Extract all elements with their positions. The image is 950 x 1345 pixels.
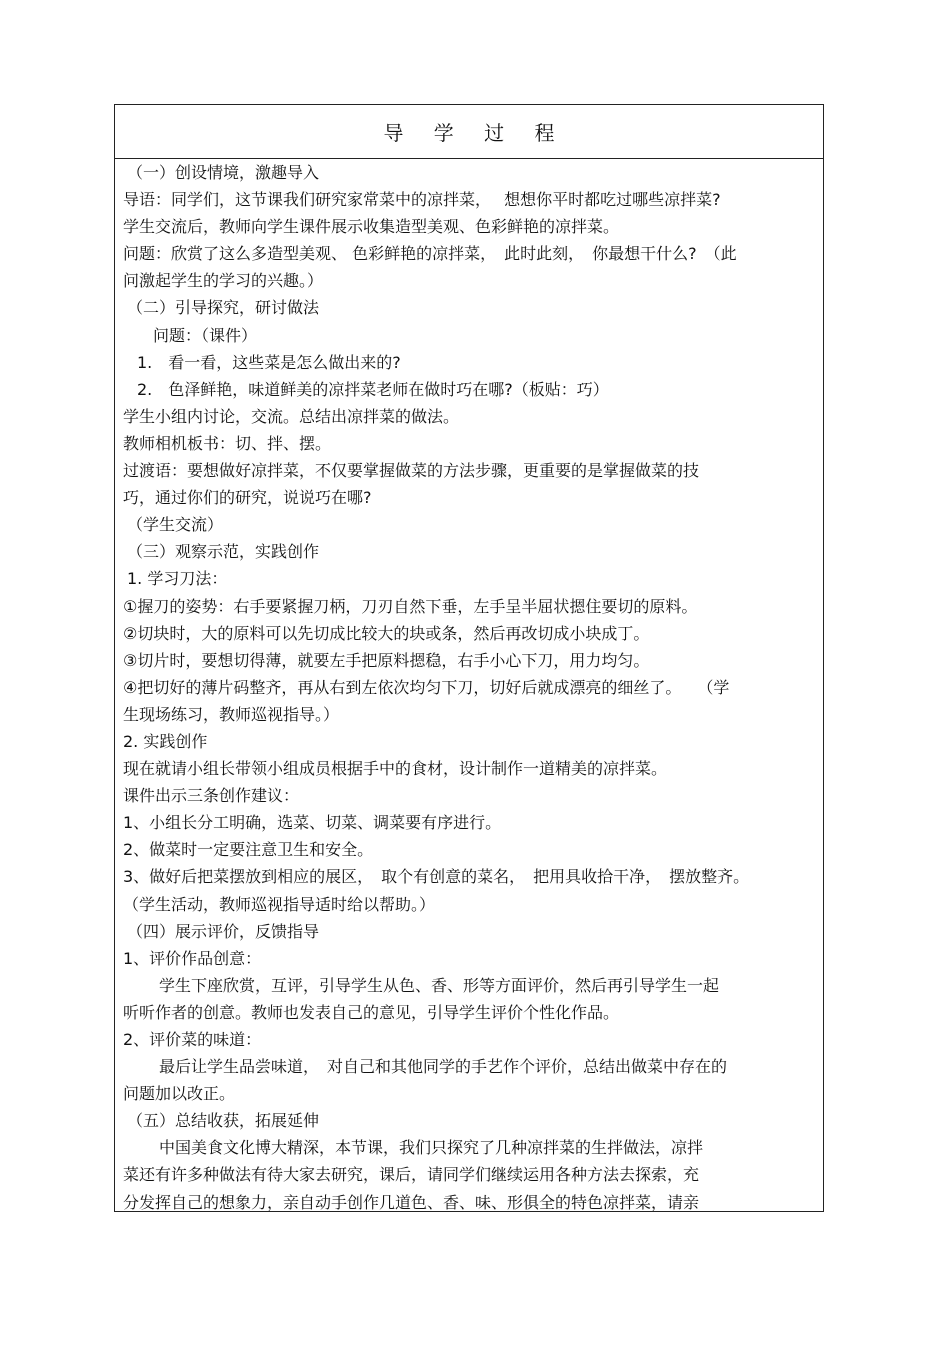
text-line: 分发挥自己的想象力，亲自动手创作几道色、香、味、形俱全的特色凉拌菜，请亲 <box>123 1192 700 1212</box>
section-heading-5: （五）总结收获，拓展延伸 <box>127 1111 320 1131</box>
text-line: 教师相机板书：切、拌、摆。 <box>123 433 332 453</box>
list-item: 2、做菜时一定要注意卫生和安全。 <box>123 840 374 860</box>
list-item: 1. 看一看，这些菜是怎么做出来的? <box>137 352 401 372</box>
text-line: 学生交流后，教师向学生课件展示收集造型美观、色彩鲜艳的凉拌菜。 <box>123 217 620 237</box>
text-line: ③切片时，要想切得薄，就要左手把原料摁稳，右手小心下刀，用力均匀。 <box>123 650 650 670</box>
list-item: 1、评价作品创意： <box>123 948 262 968</box>
text-line: 最后让学生品尝味道， 对自己和其他同学的手艺作个评价，总结出做菜中存在的 <box>159 1057 728 1077</box>
section-heading-2: （二）引导探究，研讨做法 <box>127 298 320 318</box>
text-line: 学生下座欣赏，互评，引导学生从色、香、形等方面评价，然后再引导学生一起 <box>159 975 720 995</box>
list-item: 2. 实践创作 <box>123 731 208 751</box>
text-line: 巧，通过你们的研究，说说巧在哪? <box>123 488 372 508</box>
list-item: 1、小组长分工明确，选菜、切菜、调菜要有序进行。 <box>123 813 502 833</box>
text-line: 课件出示三条创作建议： <box>123 786 300 806</box>
text-line: （学生交流） <box>127 515 224 535</box>
list-item: 2. 色泽鲜艳，味道鲜美的凉拌菜老师在做时巧在哪?（板贴：巧） <box>137 379 609 399</box>
list-item: 1. 学习刀法： <box>127 569 228 589</box>
text-line: （学生活动，教师巡视指导适时给以帮助。） <box>123 894 436 914</box>
table-content <box>115 159 823 1212</box>
text-line: ②切块时，大的原料可以先切成比较大的块或条，然后再改切成小块成丁。 <box>123 623 650 643</box>
lesson-process-table <box>114 104 824 1212</box>
text-line: 问题加以改正。 <box>123 1084 236 1104</box>
table-title: 导 学 过 程 <box>115 105 823 159</box>
text-line: 过渡语：要想做好凉拌菜，不仅要掌握做菜的方法步骤，更重要的是掌握做菜的技 <box>123 461 700 481</box>
text-line: 中国美食文化博大精深，本节课，我们只探究了几种凉拌菜的生拌做法，凉拌 <box>159 1138 704 1158</box>
text-line: ④把切好的薄片码整齐，再从右到左依次均匀下刀，切好后就成漂亮的细丝了。 （学 <box>123 677 730 697</box>
text-line: 导语：同学们，这节课我们研究家常菜中的凉拌菜， 想想你平时都吃过哪些凉拌菜? <box>123 190 721 210</box>
text-line: 菜还有许多种做法有待大家去研究，课后，请同学们继续运用各种方法去探索，充 <box>123 1165 700 1185</box>
text-line: 听听作者的创意。教师也发表自己的意见，引导学生评价个性化作品。 <box>123 1002 620 1022</box>
text-line: 问题：欣赏了这么多造型美观、 色彩鲜艳的凉拌菜， 此时此刻， 你最想干什么? （此 <box>123 244 737 264</box>
section-heading-4: （四）展示评价，反馈指导 <box>127 921 320 941</box>
text-line: ①握刀的姿势：右手要紧握刀柄，刀刃自然下垂，左手呈半屈状摁住要切的原料。 <box>123 596 698 616</box>
section-heading-1: （一）创设情境，激趣导入 <box>127 163 320 182</box>
text-line: 现在就请小组长带领小组成员根据手中的食材，设计制作一道精美的凉拌菜。 <box>123 759 668 779</box>
text-line: 生现场练习，教师巡视指导。） <box>123 704 340 724</box>
list-item: 3、做好后把菜摆放到相应的展区， 取个有创意的菜名， 把用具收拾干净， 摆放整齐。 <box>123 867 750 887</box>
text-line: 问激起学生的学习的兴趣。） <box>123 271 324 291</box>
list-item: 2、评价菜的味道： <box>123 1030 262 1049</box>
text-line: 学生小组内讨论，交流。总结出凉拌菜的做法。 <box>123 406 460 426</box>
text-line: 问题：（课件） <box>153 325 258 345</box>
section-heading-3: （三）观察示范，实践创作 <box>127 542 320 562</box>
